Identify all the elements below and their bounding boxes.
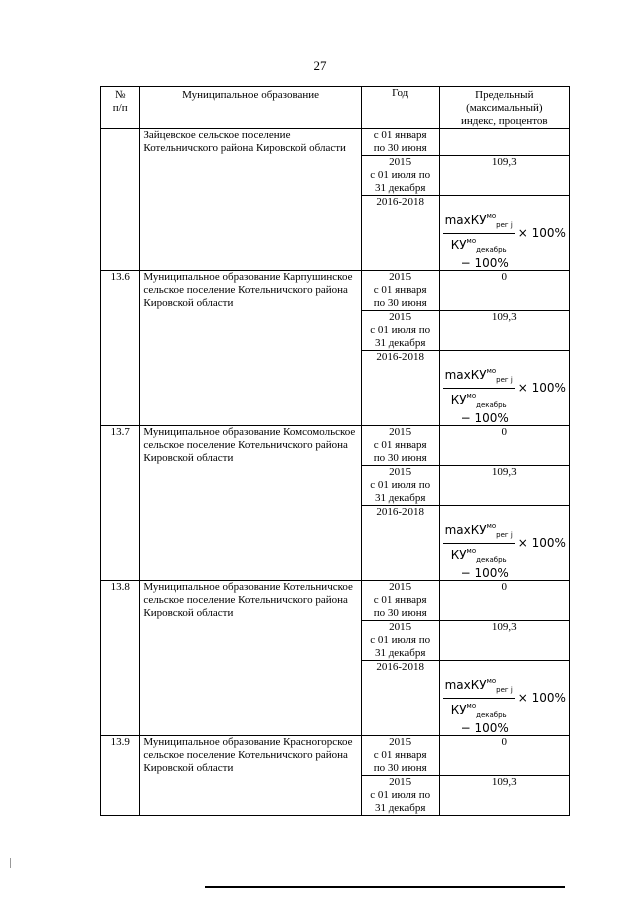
table-row [101,271,570,311]
denominator-main: КУ [450,548,467,562]
formula-minus: − 100% [460,721,509,735]
table-row [101,581,570,621]
formula-numerator [443,520,515,544]
formula-fraction [443,365,515,412]
numerator-main: maxКУ [444,523,487,537]
period-cell: 2016-2018 [361,506,439,581]
numerator-sub: рег j [496,531,513,539]
index-value: 109,3 [439,776,569,816]
period-cell: 2015 с 01 июля по 31 декабря [361,776,439,816]
index-value: 0 [439,271,569,311]
denominator-sup: мо [466,237,477,245]
index-formula-cell [439,506,569,581]
period-cell: 2015 с 01 июля по 31 декабря [361,156,439,196]
numerator-main: maxКУ [444,213,487,227]
formula-numerator [443,675,515,699]
numerator-sup: мо [486,212,497,220]
denominator-main: КУ [450,393,467,407]
period-cell: 2015 с 01 января по 30 июня [361,271,439,311]
formula-denominator [449,544,509,567]
denominator-sup: мо [466,702,477,710]
header-index: Предельный (максимальный) индекс, процентов [439,87,569,129]
row-number: 13.9 [101,736,140,816]
index-value [439,129,569,156]
numerator-sup: мо [486,367,497,375]
numerator-sup: мо [486,677,497,685]
formula-times: × 100% [517,381,566,395]
numerator-main: maxКУ [444,678,487,692]
municipality-name: Зайцевское сельское поселение Котельничского района Кировской области [140,129,361,271]
period-cell: 2015 с 01 января по 30 июня [361,426,439,466]
table-row [101,426,570,466]
numerator-sub: рег j [496,221,513,229]
period-cell: 2016-2018 [361,351,439,426]
period-cell: 2015 с 01 июля по 31 декабря [361,621,439,661]
formula-minus: − 100% [460,566,509,580]
index-value: 109,3 [439,466,569,506]
denominator-main: КУ [450,238,467,252]
period-cell: 2015 с 01 июля по 31 декабря [361,466,439,506]
index-formula-cell [439,351,569,426]
header-num: № п/п [101,87,140,129]
index-value: 0 [439,426,569,466]
scan-mark [10,858,11,868]
period-cell: 2016-2018 [361,661,439,736]
index-value: 109,3 [439,156,569,196]
period-cell: 2015 с 01 июля по 31 декабря [361,311,439,351]
municipality-name: Муниципальное образование Котельничское сельское поселение Котельничского района Кировской области [140,581,361,736]
row-number: 13.8 [101,581,140,736]
denominator-sub: декабрь [476,401,507,409]
period-cell: 2015 с 01 января по 30 июня [361,581,439,621]
index-formula-cell [439,661,569,736]
row-number: 13.7 [101,426,140,581]
index-formula [443,365,566,412]
index-formula-cell [439,196,569,271]
formula-times: × 100% [517,536,566,550]
denominator-sub: декабрь [476,246,507,254]
numerator-main: maxКУ [444,368,487,382]
numerator-sub: рег j [496,376,513,384]
index-value: 109,3 [439,621,569,661]
index-formula [443,210,566,257]
denominator-sub: декабрь [476,711,507,719]
period-cell: 2015 с 01 января по 30 июня [361,736,439,776]
period-cell: 2016-2018 [361,196,439,271]
numerator-sup: мо [486,522,497,530]
index-formula [443,520,566,567]
header-year: Год [361,87,439,129]
formula-fraction [443,675,515,722]
formula-minus: − 100% [460,411,509,425]
formula-numerator [443,365,515,389]
denominator-sup: мо [466,392,477,400]
table-row [101,736,570,776]
table-header-row [101,87,570,129]
formula-denominator [449,234,509,257]
header-municipality: Муниципальное образование [140,87,361,129]
index-value: 109,3 [439,311,569,351]
row-number [101,129,140,271]
denominator-sub: декабрь [476,556,507,564]
municipality-name: Муниципальное образование Карпушинское сельское поселение Котельничского района Кировской области [140,271,361,426]
formula-fraction [443,210,515,257]
formula-numerator [443,210,515,234]
index-formula [443,675,566,722]
denominator-sup: мо [466,547,477,555]
formula-times: × 100% [517,691,566,705]
index-value: 0 [439,581,569,621]
numerator-sub: рег j [496,686,513,694]
formula-denominator [449,699,509,722]
tariff-index-table [100,86,570,816]
formula-denominator [449,389,509,412]
formula-fraction [443,520,515,567]
municipality-name: Муниципальное образование Красногорское сельское поселение Котельничского района Кировской области [140,736,361,816]
footer-rule [205,886,565,888]
table-row [101,129,570,156]
row-number: 13.6 [101,271,140,426]
page-number: 27 [313,58,327,73]
index-value: 0 [439,736,569,776]
formula-times: × 100% [517,226,566,240]
municipality-name: Муниципальное образование Комсомольское сельское поселение Котельничского района Кировской области [140,426,361,581]
formula-minus: − 100% [460,256,509,270]
denominator-main: КУ [450,703,467,717]
period-cell: с 01 января по 30 июня [361,129,439,156]
